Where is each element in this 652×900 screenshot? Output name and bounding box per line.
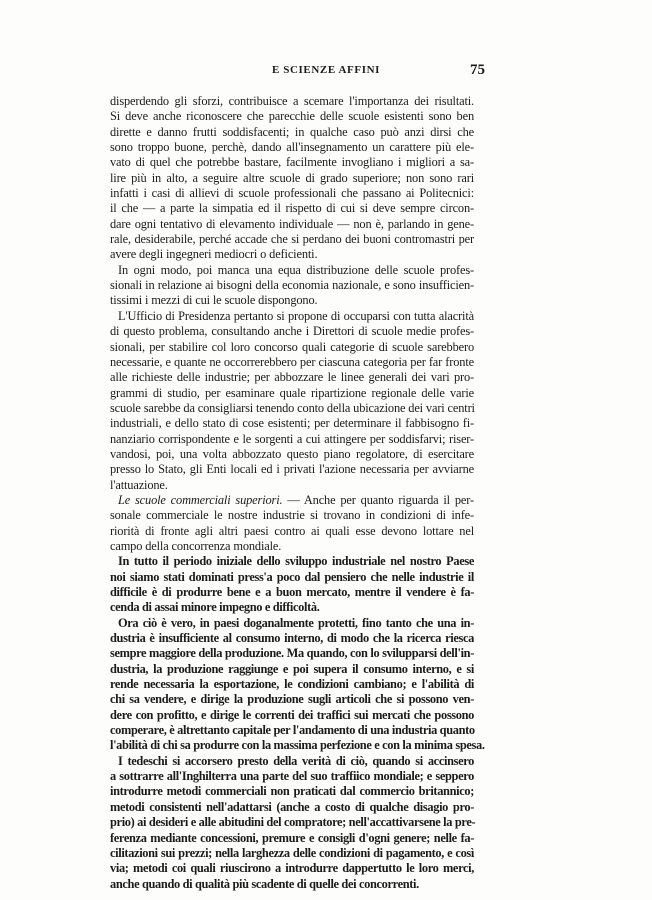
text-line: anche quando di qualità più scadente di quelle dei concorrenti. (110, 876, 419, 891)
text-line: comperare, è altrettanto capitale per l'andamento di una industria quanto (110, 723, 475, 738)
paragraph (110, 554, 474, 615)
text-line: cilitazioni sui prezzi; nella larghezza delle condizioni di pagamento, e così (110, 845, 474, 860)
text-line: l'attuazione. (110, 477, 168, 492)
text-line: difficile è di produrre bene e a buon mercato, mentre il vendere è fa- (110, 585, 474, 599)
text-line: l'abilità di chi sa produrre con la massima perfezione e con la minima spesa. (110, 738, 485, 753)
text-line: introdurre metodi commerciali non praticati dal commercio britannico; (110, 784, 474, 799)
text-line: vandosi, poi, una volta abbozzato questo piano regolatore, di esercitare (110, 446, 474, 461)
text-line: disperdendo gli sforzi, contribuisce a scemare l'importanza dei risultati. (110, 94, 474, 108)
paragraph (110, 263, 474, 309)
text-line: dustria è insufficiente al consumo interno, di modo che la ricerca riesca (110, 631, 474, 646)
text-line: sionali, per stabilire col loro concorso quali categorie di scuole sarebbero (110, 339, 474, 354)
text-line: I tedeschi si accorsero presto della verità di ciò, quando si accinsero (118, 753, 474, 768)
text-line: cenda di assai minore impegno e difficoltà. (110, 600, 320, 615)
text-line: riorità di fronte agli altri paesi contro ai quali esse devono lottare nel (110, 523, 474, 538)
paragraph (110, 94, 474, 263)
text-line: rende necessaria la esportazione, le condizioni cambiano; e l'abilità di (110, 677, 474, 692)
text-line: alle richieste delle industrie; per abbozzare le linee generali dei vari pro- (110, 370, 474, 385)
text-line: tissimi i mezzi di cui le scuole dispongono. (110, 293, 318, 308)
text-line: dirette e danno frutti soddisfacenti; in qualche caso può anzi dirsi che (110, 124, 474, 139)
text-line: sempre maggiore della produzione. Ma quando, con lo svilupparsi dell'in- (110, 646, 474, 661)
text-line: a sottrarre all'Inghilterra una parte del suo traffiico mondiale; e seppero (110, 769, 474, 784)
paragraph (110, 615, 485, 754)
text-line: ferenza mediante concessioni, premure e consigli d'ogni genere; nelle fa- (110, 830, 474, 845)
text-line: avere degli ingegneri mediocri o deficienti. (110, 247, 318, 262)
text-line: metodi consistenti nell'adattarsi (anche a costo di qualche disagio pro- (110, 799, 474, 814)
running-header (0, 62, 652, 82)
paragraph (110, 754, 474, 892)
text-line: sonale commerciale le nostre industrie si trovano in condizioni di infe- (110, 508, 474, 523)
text-line: grammi di studio, per esaminare quale ripartizione regionale delle varie (110, 385, 474, 400)
text-line: necessarie, e quante ne occorrerebbero per ciascuna categoria per far fronte (110, 354, 474, 369)
text-line: sono troppo buone, perchè, dando all'insegnamento un carattere più ele- (110, 140, 474, 155)
text-line (110, 493, 474, 508)
body-text (110, 94, 485, 892)
text-line: prio) ai desideri e alle abitudini del compratore; nell'accattivarsene la pre- (110, 815, 476, 830)
text-line: dare ogni tentativo di elevamento individuale — non è, parlando in gene- (110, 216, 474, 231)
paragraph (110, 493, 474, 554)
section-heading: Le scuole commerciali superiori. (118, 492, 283, 507)
text-line: di questo problema, consultando anche i Direttori di scuole medie profes- (110, 324, 474, 339)
text-line: infatti i casi di allievi di scuole professionali che passano ai Politecnici: (110, 186, 474, 201)
text-line: rale, desiderabile, perché accade che si perdano dei buoni contromastri per (110, 232, 474, 247)
text-line: campo della concorrenza mondiale. (110, 538, 282, 553)
text-line: sionali in relazione ai bisogni della economia nazionale, e sono insufficien- (110, 278, 474, 293)
text-line: dere con profitto, e dirige le correnti dei traffici sui mercati che possono (110, 707, 474, 722)
running-title: E SCIENZE AFFINI (271, 64, 380, 76)
page-number: 75 (470, 62, 485, 78)
text-line: Si deve anche riconoscere che parecchie delle scuole esistenti sono ben (110, 109, 474, 124)
text-run: — Anche per quanto riguarda il per- (282, 492, 474, 507)
text-line: Ora ciò è vero, in paesi doganalmente protetti, fino tanto che una in- (118, 615, 474, 630)
text-line: scuole sarebbe da consigliarsi tenendo conto della ubicazione dei vari centri (110, 400, 475, 415)
text-line: il che — a parte la simpatia ed il rispetto di cui si deve sempre circon- (110, 201, 474, 216)
text-line: nanziario corrispondente e le sorgenti a cui attingere per soddisfarvi; riser- (110, 431, 474, 446)
text-line: In ogni modo, poi manca una equa distribuzione delle scuole profes- (118, 262, 474, 277)
paragraph (110, 309, 474, 493)
text-line: In tutto il periodo iniziale dello sviluppo industriale nel nostro Paese (118, 554, 474, 569)
text-line: dustria, la produzione raggiunge e poi supera il consumo interno, e si (110, 661, 474, 676)
text-line: vato di quel che potrebbe bastare, facilmente invogliano i migliori a sa- (110, 155, 474, 170)
text-line: chi sa vendere, e dirige la produzione sugli articoli che si possono ven- (110, 692, 474, 707)
text-line: presso lo Stato, gli Enti locali ed i privati l'azione necessaria per avviarne (110, 462, 474, 477)
text-line: via; metodi coi quali riuscirono a introdurre dappertutto le loro merci, (110, 861, 474, 876)
text-line: lire più in alto, a seguire altre scuole di grado superiore; non sono rari (110, 170, 474, 185)
text-line: industriali, e dello stato di cose esistenti; per determinare il fabbisogno fi- (110, 416, 474, 431)
text-line: L'Ufficio di Presidenza pertanto si propone di occuparsi con tutta alacrità (118, 308, 474, 323)
text-line: noi siamo stati dominati press'a poco dal pensiero che nelle industrie il (110, 569, 474, 584)
